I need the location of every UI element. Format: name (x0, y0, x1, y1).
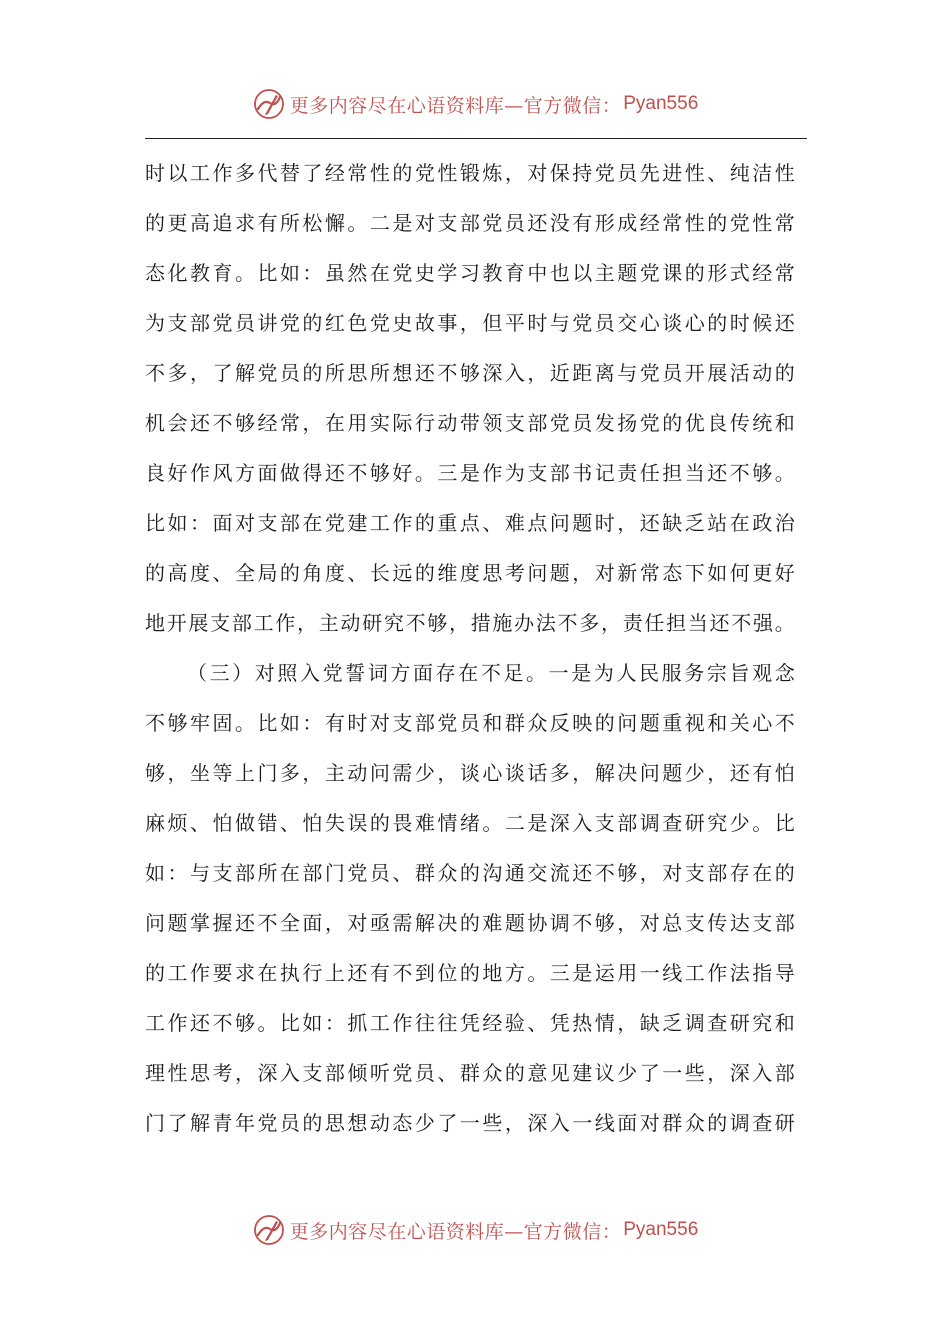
body-line: 态化教育。比如：虽然在党史学习教育中也以主题党课的形式经常 (145, 261, 795, 285)
body-line: 麻烦、怕做错、怕失误的畏难情绪。二是深入支部调查研究少。比 (145, 811, 795, 835)
body-line: 为支部党员讲党的红色党史故事，但平时与党员交心谈心的时候还 (145, 311, 795, 335)
body-line: 够，坐等上门多，主动问需少，谈心谈话多，解决问题少，还有怕 (145, 761, 795, 785)
body-line: 不够牢固。比如：有时对支部党员和群众反映的问题重视和关心不 (145, 711, 795, 735)
body-line: 比如：面对支部在党建工作的重点、难点问题时，还缺乏站在政治 (145, 511, 795, 535)
footer-banner-text: 更多内容尽在心语资料库—官方微信： (289, 1220, 622, 1243)
body-line: 的工作要求在执行上还有不到位的地方。三是运用一线工作法指导 (145, 961, 795, 985)
body-line: 地开展支部工作，主动研究不够，措施办法不多，责任担当还不强。 (145, 611, 795, 635)
header-banner-text: 更多内容尽在心语资料库—官方微信： (289, 94, 622, 117)
body-line: 工作还不够。比如：抓工作往往凭经验、凭热情，缺乏调查研究和 (145, 1011, 795, 1035)
pen-signature-logo-icon (252, 1213, 286, 1247)
section-heading-line: （三）对照入党誓词方面存在不足。一是为人民服务宗旨观念 (187, 661, 795, 685)
body-line: 的高度、全局的角度、长远的维度思考问题，对新常态下如何更好 (145, 561, 795, 585)
body-line: 不多，了解党员的所思所想还不够深入，近距离与党员开展活动的 (145, 361, 795, 385)
pen-signature-logo-icon (252, 87, 286, 121)
footer-banner (0, 1208, 950, 1252)
body-line: 如：与支部所在部门党员、群众的沟通交流还不够，对支部存在的 (145, 861, 795, 885)
header-banner (0, 82, 950, 126)
body-line: 的更高追求有所松懈。二是对支部党员还没有形成经常性的党性常 (145, 211, 795, 235)
body-line: 机会还不够经常，在用实际行动带领支部党员发扬党的优良传统和 (145, 411, 795, 435)
document-body (145, 148, 795, 1148)
body-line: 门了解青年党员的思想动态少了一些，深入一线面对群众的调查研 (145, 1111, 795, 1135)
body-line: 时以工作多代替了经常性的党性锻炼，对保持党员先进性、纯洁性 (145, 161, 795, 185)
header-wechat-id: Pyan556 (623, 93, 699, 114)
body-line: 理性思考，深入支部倾听党员、群众的意见建议少了一些，深入部 (145, 1061, 795, 1085)
header-divider (145, 138, 807, 139)
body-line: 问题掌握还不全面，对亟需解决的难题协调不够，对总支传达支部 (145, 911, 795, 935)
footer-wechat-id: Pyan556 (623, 1219, 699, 1240)
body-line: 良好作风方面做得还不够好。三是作为支部书记责任担当还不够。 (145, 461, 795, 485)
